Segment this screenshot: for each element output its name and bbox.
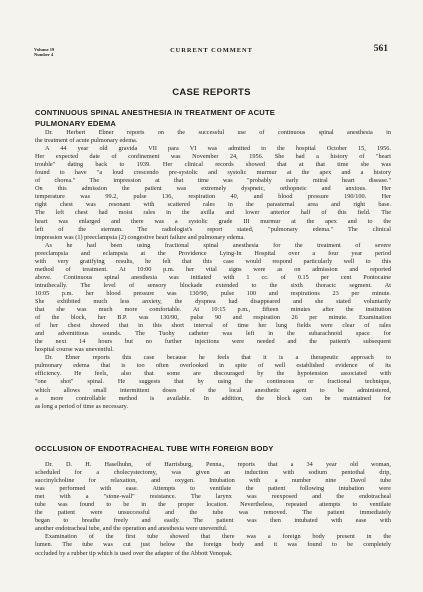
body-text-line: found to have "a loud crescendo pre-systolic and systolic murmur at the apex and a history <box>35 169 391 177</box>
body-text-line: pulmonary edema that is too often overlooked in spite of well established evidence of its <box>35 362 391 370</box>
body-text-line: as long a period of time as necessary. <box>35 402 128 410</box>
body-text-line: which allows small intermittent doses of the local anesthetic agent to be administered, <box>35 386 391 394</box>
body-text-line: Dr. Herbert Ebner reports on the successful use of continuous spinal anesthesia in <box>45 129 391 136</box>
article-body-endotracheal-tube <box>35 461 391 558</box>
body-text-line: method of treatment. At 10:00 p.m. her vital signs were as on admission and reported <box>35 265 391 273</box>
body-text-line: heart was enlarged and there was a systolic grade III murmur at the apex and to the <box>35 217 391 225</box>
body-text-line: and adventitious sounds. The Tuohy catheter was left in the subarachnoid space for <box>35 330 391 338</box>
body-text-line: of her chest showed that in this short interval of time her lung fields were clear of rales <box>35 322 391 330</box>
body-text-line: the next 14 hours but no further injections were needed and the patient's subsequent <box>35 338 391 346</box>
body-text-line: the patient were unsuccessful and the tube was removed. The patient immediately <box>35 509 391 517</box>
body-text-line: of chorea." The impression at that time was "probably early mitral heart disease." <box>35 177 391 185</box>
article-title-line: OCCLUSION OF ENDOTRACHEAL TUBE WITH FOREIGN BODY <box>35 444 274 453</box>
body-text-line: with very gratifying results, he felt that this case would respond particularly well to this <box>35 257 391 265</box>
body-text-line: right chest was resonant with scattered rales in the parasternal area and right base. <box>35 201 391 209</box>
body-text-line: impression was (1) preeclampsia (2) congestive heart failure and pulmonary edema. <box>35 233 245 241</box>
body-text-line: The left chest had moist rales in the axilla and lower anterior half of this field. The <box>35 209 391 217</box>
body-text-line: temperature was 99.2, pulse 136, respiration 40, and blood pressure 190/100. Her <box>35 193 391 201</box>
body-text-line: lumen. The tube was cut just below the foreign body and it was found to be completely <box>35 541 391 549</box>
body-text-line: A 44 year old gravida VII para VI was admitted to the hospital October 15, 1956. <box>45 145 391 153</box>
body-text-line: Examination of the first tube showed that there was a foreign body present in the <box>45 533 391 541</box>
body-text-line: was performed with ease. Attempts to ventilate the patient following intubation were <box>35 485 391 493</box>
article-title-line: PULMONARY EDEMA <box>35 119 117 128</box>
body-text-line: that she was much more comfortable. At 10:15 p.m., fifteen minutes after the institution <box>35 306 391 314</box>
body-text-line: On this admission the patient was extremely dyspneic, orthopneic and anxious. Her <box>35 185 391 193</box>
body-text-line: efficiency. He feels, also that some are discouraged by the hypotension associated with <box>35 370 391 378</box>
page-number: 561 <box>373 44 388 54</box>
body-text-line: scheduled for a cholecystectomy, was given an induction with sodium pentothal drip, <box>35 469 391 477</box>
section-title: CASE REPORTS <box>172 87 251 98</box>
body-text-line: a more controllable method is available. In addition, the block can be maintained for <box>35 394 391 402</box>
body-text-line: began to breathe freely and easily. The patient was then intubated with ease with <box>35 517 391 525</box>
body-text-line: of the block, her B.P. was 130/90, pulse 90 and respiration 26 per minute. Examination <box>35 314 391 322</box>
body-text-line: succinylcholine for relaxation, and oxygen. Intubation with a number nine Davol tube <box>35 477 391 485</box>
body-text-line: Her expected date of confinement was November 24, 1956. She had a history of "heart <box>35 153 391 161</box>
article-body-spinal-anesthesia <box>35 129 391 411</box>
running-title: CURRENT COMMENT <box>170 47 253 54</box>
body-text-line: Dr. Ebner reports this case because he feels that it is a therapeutic approach to <box>45 354 391 362</box>
body-text-line: As he had been using fractional spinal anesthesia for the treatment of severe <box>45 241 391 249</box>
body-text-line: above. Continuous spinal anesthesia was initiated with 1 cc. of 0.15 per cent Pontocaine <box>35 273 391 281</box>
body-text-line: left of the sternum. The radiologist's report stated, "pulmonary edema." The clinical <box>35 225 391 233</box>
body-text-line: met with a "stone-wall" resistance. The larynx was reexposed and the endotracheal <box>35 493 391 501</box>
body-text-line: preeclampsia and eclampsia at the Providence Lying-In Hospital over a four year period <box>35 249 391 257</box>
article-title-endotracheal-tube <box>35 443 390 454</box>
body-text-line: trouble" dating back to 1939. Her clinical records showed that at that time she was <box>35 161 391 169</box>
number-label: Number 4 <box>34 52 54 58</box>
body-text-line: hospital course was uneventful. <box>35 346 114 354</box>
volume-label: Volume 19 <box>34 47 55 52</box>
body-text-line: intrathecally. The level of sensory blockade extended to the sixth thoracic segment. At <box>35 281 391 289</box>
body-text-line: She exhibited much less anxiety, the dyspnea had disappeared and she stated voluntarily <box>35 297 391 305</box>
body-text-line: the treatment of acute pulmonary edema. <box>35 137 138 145</box>
body-text-line: another endotracheal tube, and the operation and anesthesia were uneventful. <box>35 525 228 533</box>
body-text-line: "one shot" spinal. He suggests that by using the continuous or fractional technique, <box>35 378 391 386</box>
body-text-line: occluded by a rubber tip which is used over the adapter of the Abbott Venopak. <box>35 549 233 557</box>
body-text-line: 10:05 p.m. her blood pressure was 130/90, pulse 100 and respirations 23 per minute. <box>35 289 391 297</box>
article-title-line: CONTINUOUS SPINAL ANESTHESIA IN TREATMENT OF ACUTE <box>35 108 276 117</box>
body-text-line: Dr. D. H. Haselhuhn, of Harrisburg, Penna., reports that a 34 year old woman, <box>45 461 391 468</box>
body-text-line: tube was found to be in the proper location. Nevertheless, repeated attempts to ventilate <box>35 501 391 509</box>
article-title-spinal-anesthesia <box>35 107 390 129</box>
